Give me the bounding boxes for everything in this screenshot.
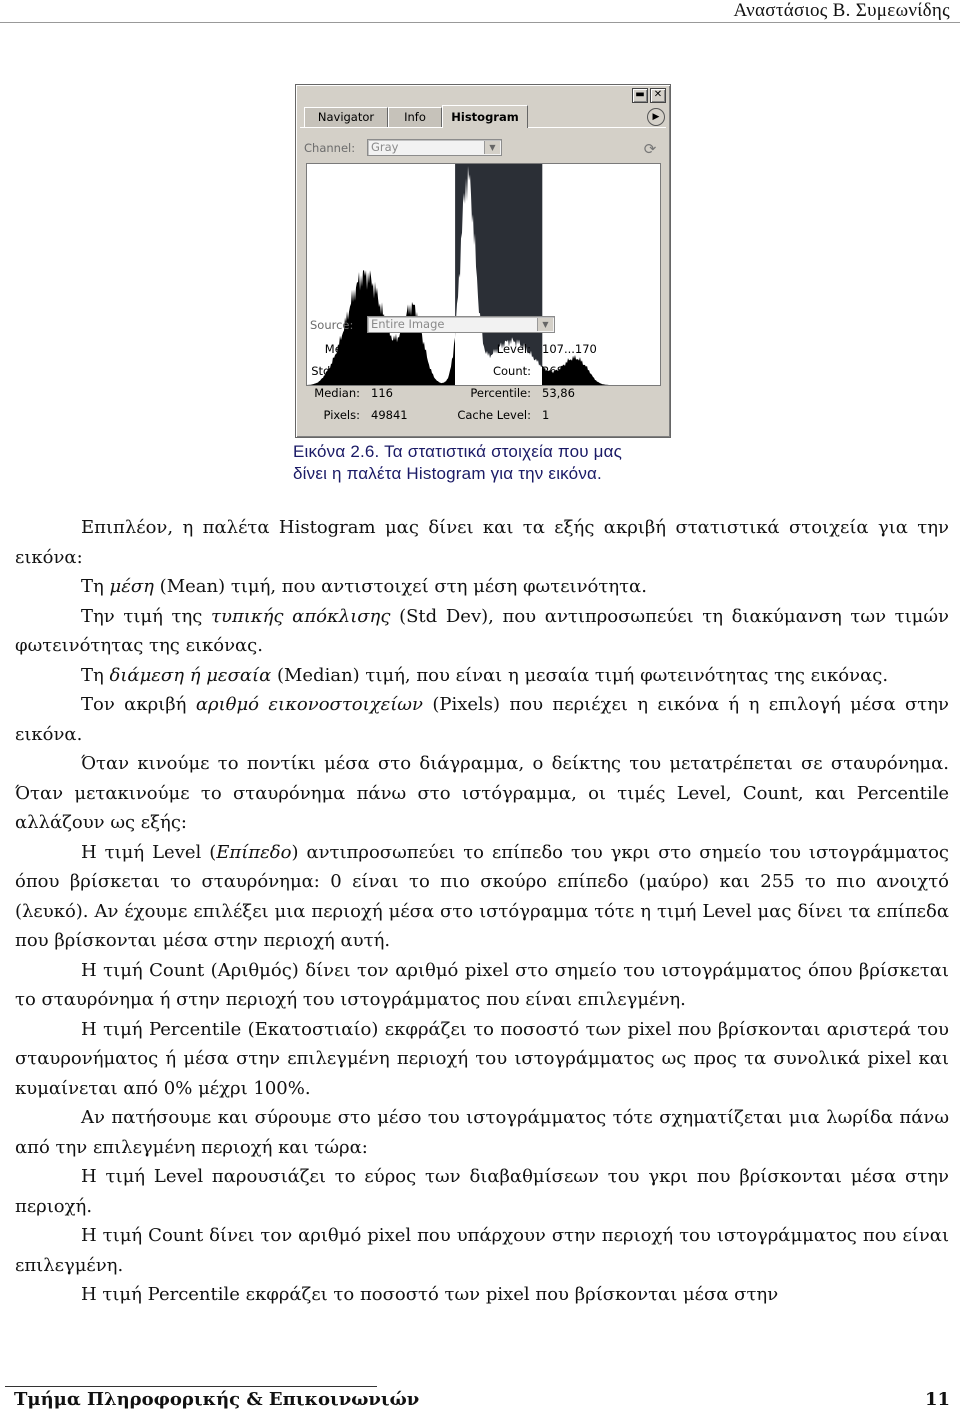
channel-value: Gray [371, 140, 399, 154]
paragraph [15, 661, 949, 691]
footer-department: Τμήμα Πληροφορικής & Επικοινωνιών [14, 1389, 420, 1410]
chevron-down-icon[interactable]: ▼ [537, 318, 553, 331]
paragraph [15, 572, 949, 602]
chevron-down-icon[interactable]: ▼ [484, 141, 500, 154]
page-number: 11 [924, 1389, 950, 1410]
tab-histogram[interactable]: Histogram [442, 105, 528, 128]
stat-mean-value: 121,17 [371, 342, 412, 356]
caption-line-2: δίνει η παλέτα Histogram για την εικόνα. [293, 464, 602, 483]
stat-count-value: 26844 [542, 364, 579, 378]
italic-term: αριθμό εικονοστοιχείων [195, 694, 423, 715]
stat-cache-level-label: Cache Level: [457, 408, 531, 422]
channel-select[interactable] [367, 139, 502, 156]
text-run: Τη [81, 664, 110, 686]
stat-level-value: 107...170 [542, 342, 597, 356]
stat-count-label: Count: [492, 364, 531, 378]
text-run: (Pixels) που περιέχει η εικόνα ή η επιλογή μέσα στην εικόνα. [15, 694, 949, 745]
paragraph [15, 838, 949, 956]
stat-percentile-value: 53,86 [542, 386, 575, 400]
tab-info[interactable]: Info [388, 107, 442, 127]
stat-std-dev-label: Std Dev: [311, 364, 360, 378]
text-run: ) αντιπροσωπεύει το επίπεδο του γκρι στο σημείο του ιστογράμματος όπου βρίσκεται το σταυρόνημα: 0 είναι το πιο σκούρο επίπεδο (μαύρο) και 255 το πιο ανοιχτό (λευκό). Αν έχουμε επιλέξει μια περιοχή μέσα στο ιστόγραμμα τότε η τιμή Level μας δίνει τα επίπεδα που βρίσκονται μέσα στην περιοχή αυτή. [15, 841, 949, 951]
text-run: Την τιμή της [81, 605, 212, 627]
stat-level-label: Level: [496, 342, 531, 356]
paragraph: Η τιμή Percentile εκφράζει το ποσοστό των pixel που βρίσκονται μέσα στην [81, 1284, 779, 1305]
body-text [15, 513, 949, 1310]
close-button[interactable]: ✕ [650, 88, 666, 103]
paragraph: Η τιμή Count δίνει τον αριθμό pixel που υπάρχουν στην περιοχή του ιστογράμματος που είναι επιλεγμένη. [15, 1225, 949, 1276]
italic-term: τυπικής απόκλισης [211, 605, 391, 627]
italic-term: διάμεση ή μεσαία [109, 664, 272, 686]
refresh-icon[interactable]: ⟳ [643, 140, 657, 158]
palette-menu-arrow-icon[interactable]: ▶ [647, 108, 665, 126]
stat-std-dev-value: 32,01 [371, 364, 404, 378]
source-select[interactable] [367, 316, 555, 333]
source-label: Source: [310, 318, 354, 332]
paragraph: Η τιμή Count (Αριθμός) δίνει τον αριθμό pixel στο σημείο του ιστογράμματος όπου βρίσκεται το σταυρόνημα ή στην περιοχή του ιστογράμματος που είναι επιλεγμένη. [15, 959, 949, 1010]
figure-caption [293, 441, 693, 485]
stat-mean-label: Mean: [324, 342, 360, 356]
header-rule [0, 22, 960, 23]
paragraph [15, 690, 949, 749]
tab-navigator[interactable]: Navigator [304, 107, 388, 127]
paragraph: Η τιμή Percentile (Εκατοστιαίο) εκφράζει το ποσοστό των pixel που βρίσκονται αριστερά του σταυρονήματος ή μέσα στην επιλεγμένη περιοχή του ιστογράμματος ως προς τα συνολικά pixel και κυμαίνεται από 0% μέχρι 100%. [15, 1018, 949, 1099]
italic-term: Επίπεδο [216, 841, 292, 863]
stat-pixels-value: 49841 [371, 408, 408, 422]
source-value: Entire Image [371, 317, 445, 331]
text-run: Η τιμή Level ( [81, 841, 217, 863]
paragraph: Επιπλέον, η παλέτα Histogram μας δίνει και τα εξής ακριβή στατιστικά στοιχεία για την εικόνα: [15, 517, 949, 568]
text-run: Τον ακριβή [81, 694, 196, 715]
text-run: (Median) τιμή, που είναι η μεσαία τιμή φωτεινότητας της εικόνας. [271, 664, 889, 686]
stat-median-value: 116 [371, 386, 393, 400]
paragraph [15, 602, 949, 661]
stat-pixels-label: Pixels: [323, 408, 360, 422]
histogram-palette [295, 84, 671, 438]
channel-label: Channel: [304, 141, 356, 155]
footer-rule [5, 1386, 377, 1387]
paragraph: Η τιμή Level παρουσιάζει το εύρος των διαβαθμίσεων του γκρι που βρίσκονται μέσα στην περιοχή. [15, 1166, 949, 1217]
stat-median-label: Median: [314, 386, 360, 400]
paragraph: Όταν κινούμε το ποντίκι μέσα στο διάγραμμα, ο δείκτης του μετατρέπεται σε σταυρόνημα. Όταν μετακινούμε το σταυρόνημα πάνω στο ιστόγραμμα, οι τιμές Level, Count, και Percentile αλλάζουν ως εξής: [15, 753, 949, 833]
italic-term: μέση [109, 576, 154, 597]
text-run: (Std Dev), που αντιπροσωπεύει τη διακύμανση των τιμών φωτεινότητας της εικόνας. [15, 605, 950, 656]
text-run: (Mean) τιμή, που αντιστοιχεί στη μέση φωτεινότητα. [153, 576, 647, 597]
caption-line-1: Εικόνα 2.6. Τα στατιστικά στοιχεία που μας [293, 442, 623, 461]
paragraph: Αν πατήσουμε και σύρουμε στο μέσο του ιστογράμματος τότε σχηματίζεται μια λωρίδα πάνω από την επιλεγμένη περιοχή και τώρα: [15, 1107, 949, 1158]
page-header-author: Αναστάσιος Β. Συμεωνίδης [733, 0, 950, 21]
stat-percentile-label: Percentile: [470, 386, 531, 400]
minimize-button[interactable]: ▬ [632, 88, 648, 103]
text-run: Τη [81, 576, 110, 597]
stat-cache-level-value: 1 [542, 408, 550, 422]
